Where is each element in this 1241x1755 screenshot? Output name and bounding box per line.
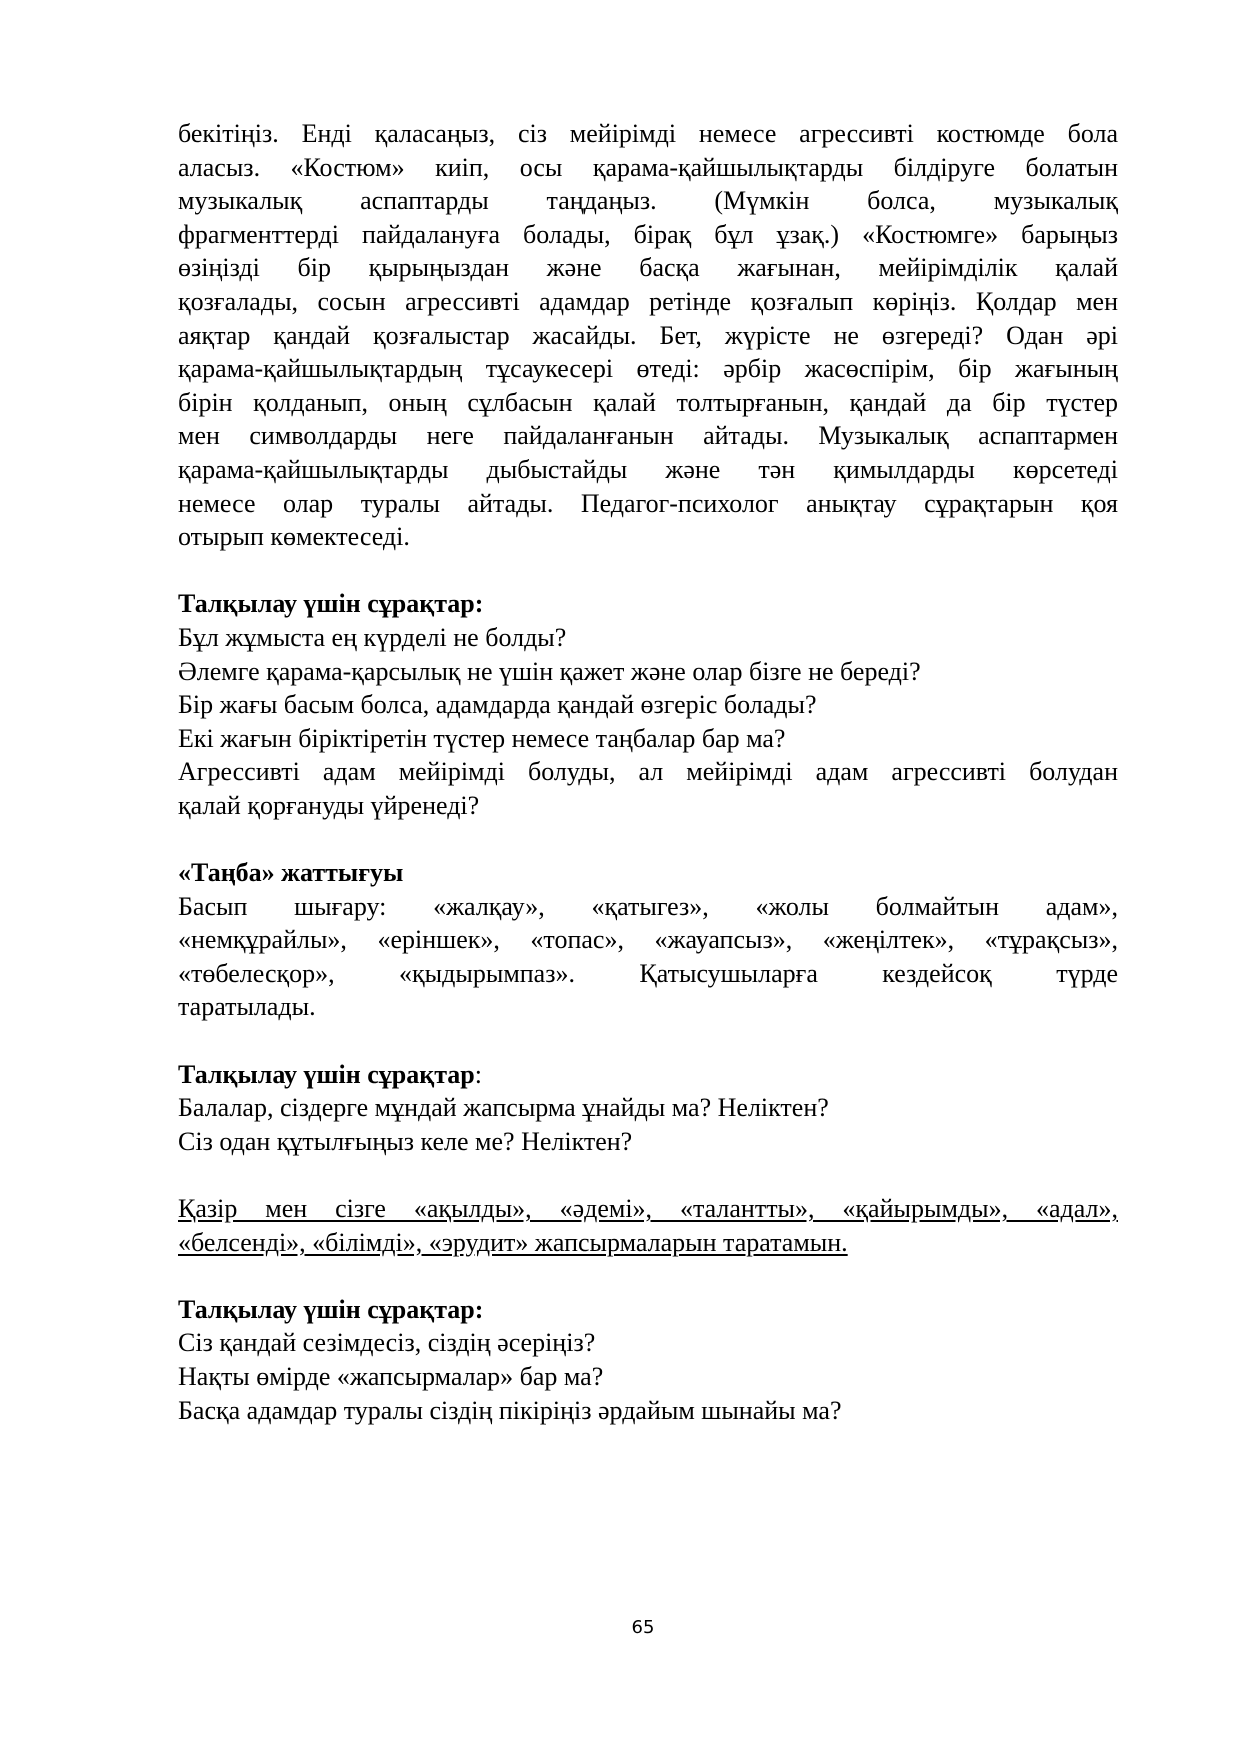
note-line: Қазір мен сізге «ақылды», «әдемі», «талантты», «қайырымды», «адал», (178, 1194, 1118, 1223)
discussion-section-2 (178, 1058, 1118, 1159)
question-item: Сіз одан құтылғыңыз келе ме? Неліктен? (178, 1126, 633, 1156)
section-heading-text: Талқылау үшін сұрақтар (178, 1059, 475, 1089)
paragraph-line: музыкалық аспаптарды таңдаңыз. (Мүмкін болса, музыкалық (178, 186, 1118, 216)
question-line: Агрессивті адам мейірімді болуды, ал мейірімді адам агрессивті болудан (178, 757, 1118, 787)
question-item: Басқа адамдар туралы сіздің пікіріңіз әрдайым шынайы ма? (178, 1395, 842, 1425)
section-heading: Талқылау үшін сұрақтар: (178, 1294, 484, 1324)
paragraph-line: фрагменттерді пайдалануға болады, бірақ бұл ұзақ.) «Костюмге» барыңыз (178, 219, 1118, 249)
underlined-note-section (178, 1192, 1118, 1259)
section-heading (178, 1058, 1118, 1092)
paragraph-line: «төбелесқор», «қыдырымпаз». Қатысушыларға кездейсоқ түрде (178, 958, 1118, 988)
exercise-paragraph (178, 890, 1118, 1024)
paragraph-line: мен символдарды неге пайдаланғанын айтады. Музыкалық аспаптармен (178, 421, 1118, 451)
section-heading-colon: : (474, 1059, 482, 1089)
underlined-note (178, 1192, 1118, 1259)
question-item: Нақты өмірде «жапсырмалар» бар ма? (178, 1361, 604, 1391)
note-line: «белсенді», «білімді», «эрудит» жапсырмаларын таратамын. (178, 1227, 848, 1257)
exercise-heading: «Таңба» жаттығуы (178, 858, 404, 888)
question-line: қалай қорғануды үйренеді? (178, 790, 480, 820)
paragraph-line: қарама-қайшылықтарды дыбыстайды және тән қимылдарды көрсетеді (178, 454, 1118, 484)
question-item: Бір жағы басым болса, адамдарда қандай өзгеріс болады? (178, 690, 817, 720)
paragraph-line: таратылады. (178, 992, 316, 1022)
intro-paragraph (178, 117, 1118, 554)
question-item: Бұл жұмыста ең күрделі не болды? (178, 622, 567, 652)
page-number: 65 (631, 1617, 655, 1638)
discussion-section-1 (178, 587, 1118, 822)
exercise-section (178, 856, 1118, 1024)
paragraph-line: Басып шығару: «жалқау», «қатыгез», «жолы болмайтын адам», (178, 891, 1118, 921)
question-item: Балалар, сіздерге мұндай жапсырма ұнайды ма? Неліктен? (178, 1093, 829, 1123)
paragraph-line: отырып көмектеседі. (178, 522, 410, 552)
paragraph-line: қозғалады, сосын агрессивті адамдар ретінде қозғалып көріңіз. Қолдар мен (178, 286, 1118, 316)
paragraph-line: немесе олар туралы айтады. Педагог-психолог анықтау сұрақтарын қоя (178, 488, 1118, 518)
paragraph-line: қарама-қайшылықтардың тұсаукесері өтеді: әрбір жасөспірім, бір жағының (178, 354, 1118, 384)
paragraph-line: «немқұрайлы», «еріншек», «топас», «жауапсыз», «жеңілтек», «тұрақсыз», (178, 925, 1118, 955)
paragraph-line: бірін қолданып, оның сұлбасын қалай толтырғанын, қандай да бір түстер (178, 387, 1118, 417)
paragraph-line: аласыз. «Костюм» киіп, осы қарама-қайшылықтарды білдіруге болатын (178, 152, 1118, 182)
question-item: Сіз қандай сезімдесіз, сіздің әсеріңіз? (178, 1328, 596, 1358)
page-content (178, 117, 1118, 1427)
paragraph-line: бекітіңіз. Енді қаласаңыз, сіз мейірімді немесе агрессивті костюмде бола (178, 119, 1118, 148)
paragraph-line: аяқтар қандай қозғалыстар жасайды. Бет, жүрісте не өзгереді? Одан әрі (178, 320, 1118, 350)
question-item (178, 755, 1118, 822)
section-heading: Талқылау үшін сұрақтар: (178, 589, 484, 619)
question-item: Екі жағын біріктіретін түстер немесе таңбалар бар ма? (178, 723, 786, 753)
discussion-section-3 (178, 1293, 1118, 1427)
question-item: Әлемге қарама-қарсылық не үшін қажет және олар бізге не береді? (178, 656, 921, 686)
paragraph-line: өзіңізді бір қырыңыздан және басқа жағынан, мейірімділік қалай (178, 253, 1118, 283)
